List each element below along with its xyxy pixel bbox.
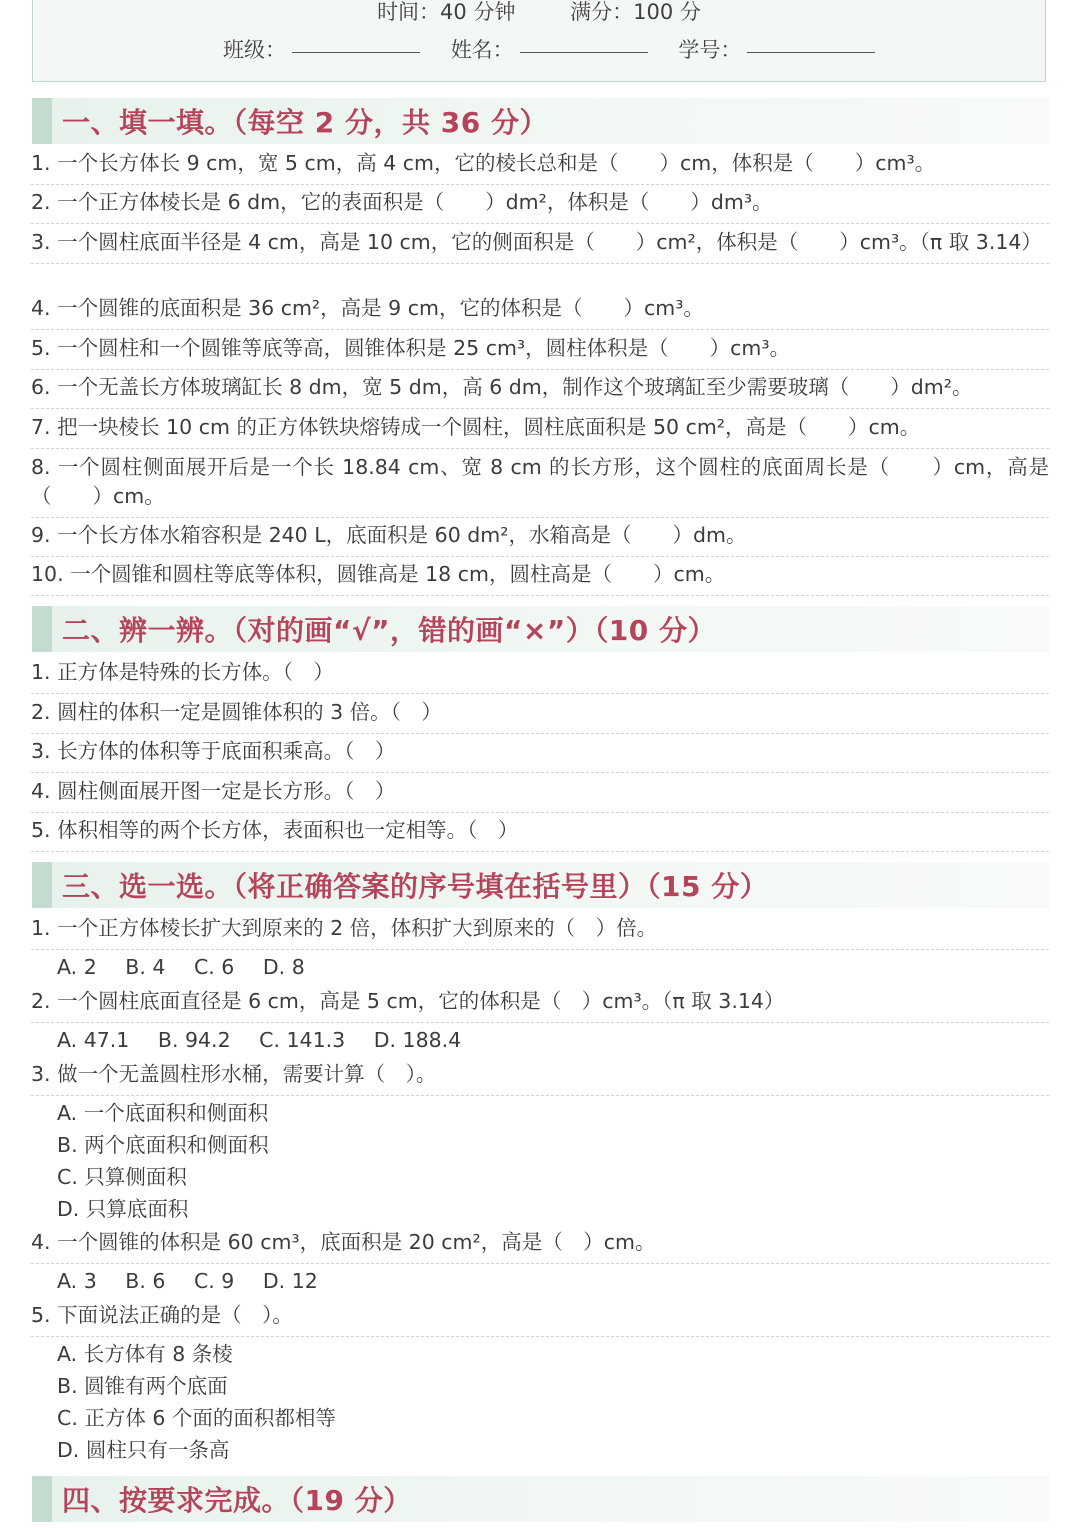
s1-question-8: 8. 一个圆柱侧面展开后是一个长 18.84 cm、宽 8 cm 的长方形，这个圆柱的底面周长是（ ）cm，高是（ ）cm。 — [31, 453, 1049, 518]
section-3-header — [32, 862, 1050, 908]
s1-question-5: 5. 一个圆柱和一个圆锥等底等高，圆锥体积是 25 cm³，圆柱体积是（ ）cm³。 — [31, 334, 1049, 370]
section-3-title: 三、选一选。（将正确答案的序号填在括号里）（15 分） — [62, 870, 769, 903]
s3-q5-option-d: D. 圆柱只有一条高 — [57, 1438, 230, 1462]
s3-q4-option-c: C. 9 — [193, 1269, 235, 1293]
s1-question-4: 4. 一个圆锥的底面积是 36 cm²，高是 9 cm，它的体积是（ ）cm³。 — [31, 294, 1049, 330]
s1-question-10: 10. 一个圆锥和圆柱等底等体积，圆锥高是 18 cm，圆柱高是（ ）cm。 — [31, 560, 1049, 596]
s3-q4-option-d: D. 12 — [262, 1269, 318, 1293]
s3-q5-option-a: A. 长方体有 8 条棱 — [57, 1342, 233, 1366]
s3-q4-option-a: A. 3 — [57, 1269, 97, 1293]
s1-question-9: 9. 一个长方体水箱容积是 240 L，底面积是 60 dm²，水箱高是（ ）dm。 — [31, 521, 1049, 557]
section-4-title: 四、按要求完成。（19 分） — [62, 1484, 412, 1517]
id-label: 学号： — [678, 38, 742, 62]
s1-question-3: 3. 一个圆柱底面半径是 4 cm，高是 10 cm，它的侧面积是（ ）cm²，体积是（ ）cm³。（π 取 3.14） — [31, 228, 1049, 264]
s3-q1-option-b: B. 4 — [125, 955, 166, 979]
s3-q1-option-a: A. 2 — [57, 955, 97, 979]
s3-q1-options — [57, 953, 327, 982]
s3-q3-option-d: D. 只算底面积 — [57, 1197, 189, 1221]
s1-question-1: 1. 一个长方体长 9 cm，宽 5 cm，高 4 cm，它的棱长总和是（ ）cm，体积是（ ）cm³。 — [31, 149, 1049, 185]
s3-question-2: 2. 一个圆柱底面直径是 6 cm，高是 5 cm，它的体积是（ ）cm³。（π 取 3.14） — [31, 987, 1049, 1023]
class-label: 班级： — [223, 38, 286, 62]
s3-question-1: 1. 一个正方体棱长扩大到原来的 2 倍，体积扩大到原来的（ ）倍。 — [31, 914, 1049, 950]
s3-q1-option-d: D. 8 — [262, 955, 305, 979]
s1-question-2: 2. 一个正方体棱长是 6 dm，它的表面积是（ ）dm²，体积是（ ）dm³。 — [31, 188, 1049, 224]
s3-question-4: 4. 一个圆锥的体积是 60 cm³，底面积是 20 cm²，高是（ ）cm。 — [31, 1228, 1049, 1264]
s3-q2-option-b: B. 94.2 — [157, 1028, 231, 1052]
name-blank[interactable] — [520, 52, 648, 53]
s3-q4-option-b: B. 6 — [125, 1269, 166, 1293]
s3-q3-option-b: B. 两个底面积和侧面积 — [57, 1133, 269, 1157]
s3-q4-options — [57, 1267, 340, 1296]
s3-q5-option-c: C. 正方体 6 个面的面积都相等 — [57, 1406, 336, 1430]
section-2-title: 二、辨一辨。（对的画“√”，错的画“×”）（10 分） — [62, 614, 716, 647]
section-2-header — [32, 606, 1050, 652]
student-info-row — [223, 34, 899, 64]
id-field — [678, 34, 875, 64]
s3-q2-option-a: A. 47.1 — [57, 1028, 130, 1052]
s3-q5-option-b: B. 圆锥有两个底面 — [57, 1374, 228, 1398]
id-blank[interactable] — [747, 52, 875, 53]
s3-q2-option-d: D. 188.4 — [373, 1028, 462, 1052]
s2-question-3: 3. 长方体的体积等于底面积乘高。（ ） — [31, 737, 1049, 773]
name-field — [451, 34, 648, 64]
section-1-header — [32, 98, 1050, 144]
s2-question-2: 2. 圆柱的体积一定是圆锥体积的 3 倍。（ ） — [31, 698, 1049, 734]
s3-q2-option-c: C. 141.3 — [259, 1028, 346, 1052]
section-4-header — [32, 1476, 1050, 1522]
exam-info-box — [32, 0, 1046, 82]
section-1-title: 一、填一填。（每空 2 分，共 36 分） — [62, 106, 548, 139]
s2-question-1: 1. 正方体是特殊的长方体。（ ） — [31, 658, 1049, 694]
class-field — [223, 34, 420, 64]
s2-question-5: 5. 体积相等的两个长方体，表面积也一定相等。（ ） — [31, 816, 1049, 852]
s3-q3-option-a: A. 一个底面积和侧面积 — [57, 1101, 269, 1125]
exam-full-score: 满分：100 分 — [570, 0, 701, 24]
s2-question-4: 4. 圆柱侧面展开图一定是长方形。（ ） — [31, 777, 1049, 813]
s3-question-3: 3. 做一个无盖圆柱形水桶，需要计算（ ）。 — [31, 1060, 1049, 1096]
s3-q1-option-c: C. 6 — [193, 955, 235, 979]
s3-q2-options — [57, 1026, 483, 1055]
s3-q3-option-c: C. 只算侧面积 — [57, 1165, 187, 1189]
exam-meta-row — [33, 0, 1045, 26]
exam-time: 时间：40 分钟 — [377, 0, 516, 24]
class-blank[interactable] — [292, 52, 420, 53]
s3-question-5: 5. 下面说法正确的是（ ）。 — [31, 1301, 1049, 1337]
s1-question-6: 6. 一个无盖长方体玻璃缸长 8 dm，宽 5 dm，高 6 dm，制作这个玻璃缸至少需要玻璃（ ）dm²。 — [31, 373, 1049, 409]
s1-question-7: 7. 把一块棱长 10 cm 的正方体铁块熔铸成一个圆柱，圆柱底面积是 50 cm²，高是（ ）cm。 — [31, 413, 1049, 449]
name-label: 姓名： — [450, 38, 514, 62]
